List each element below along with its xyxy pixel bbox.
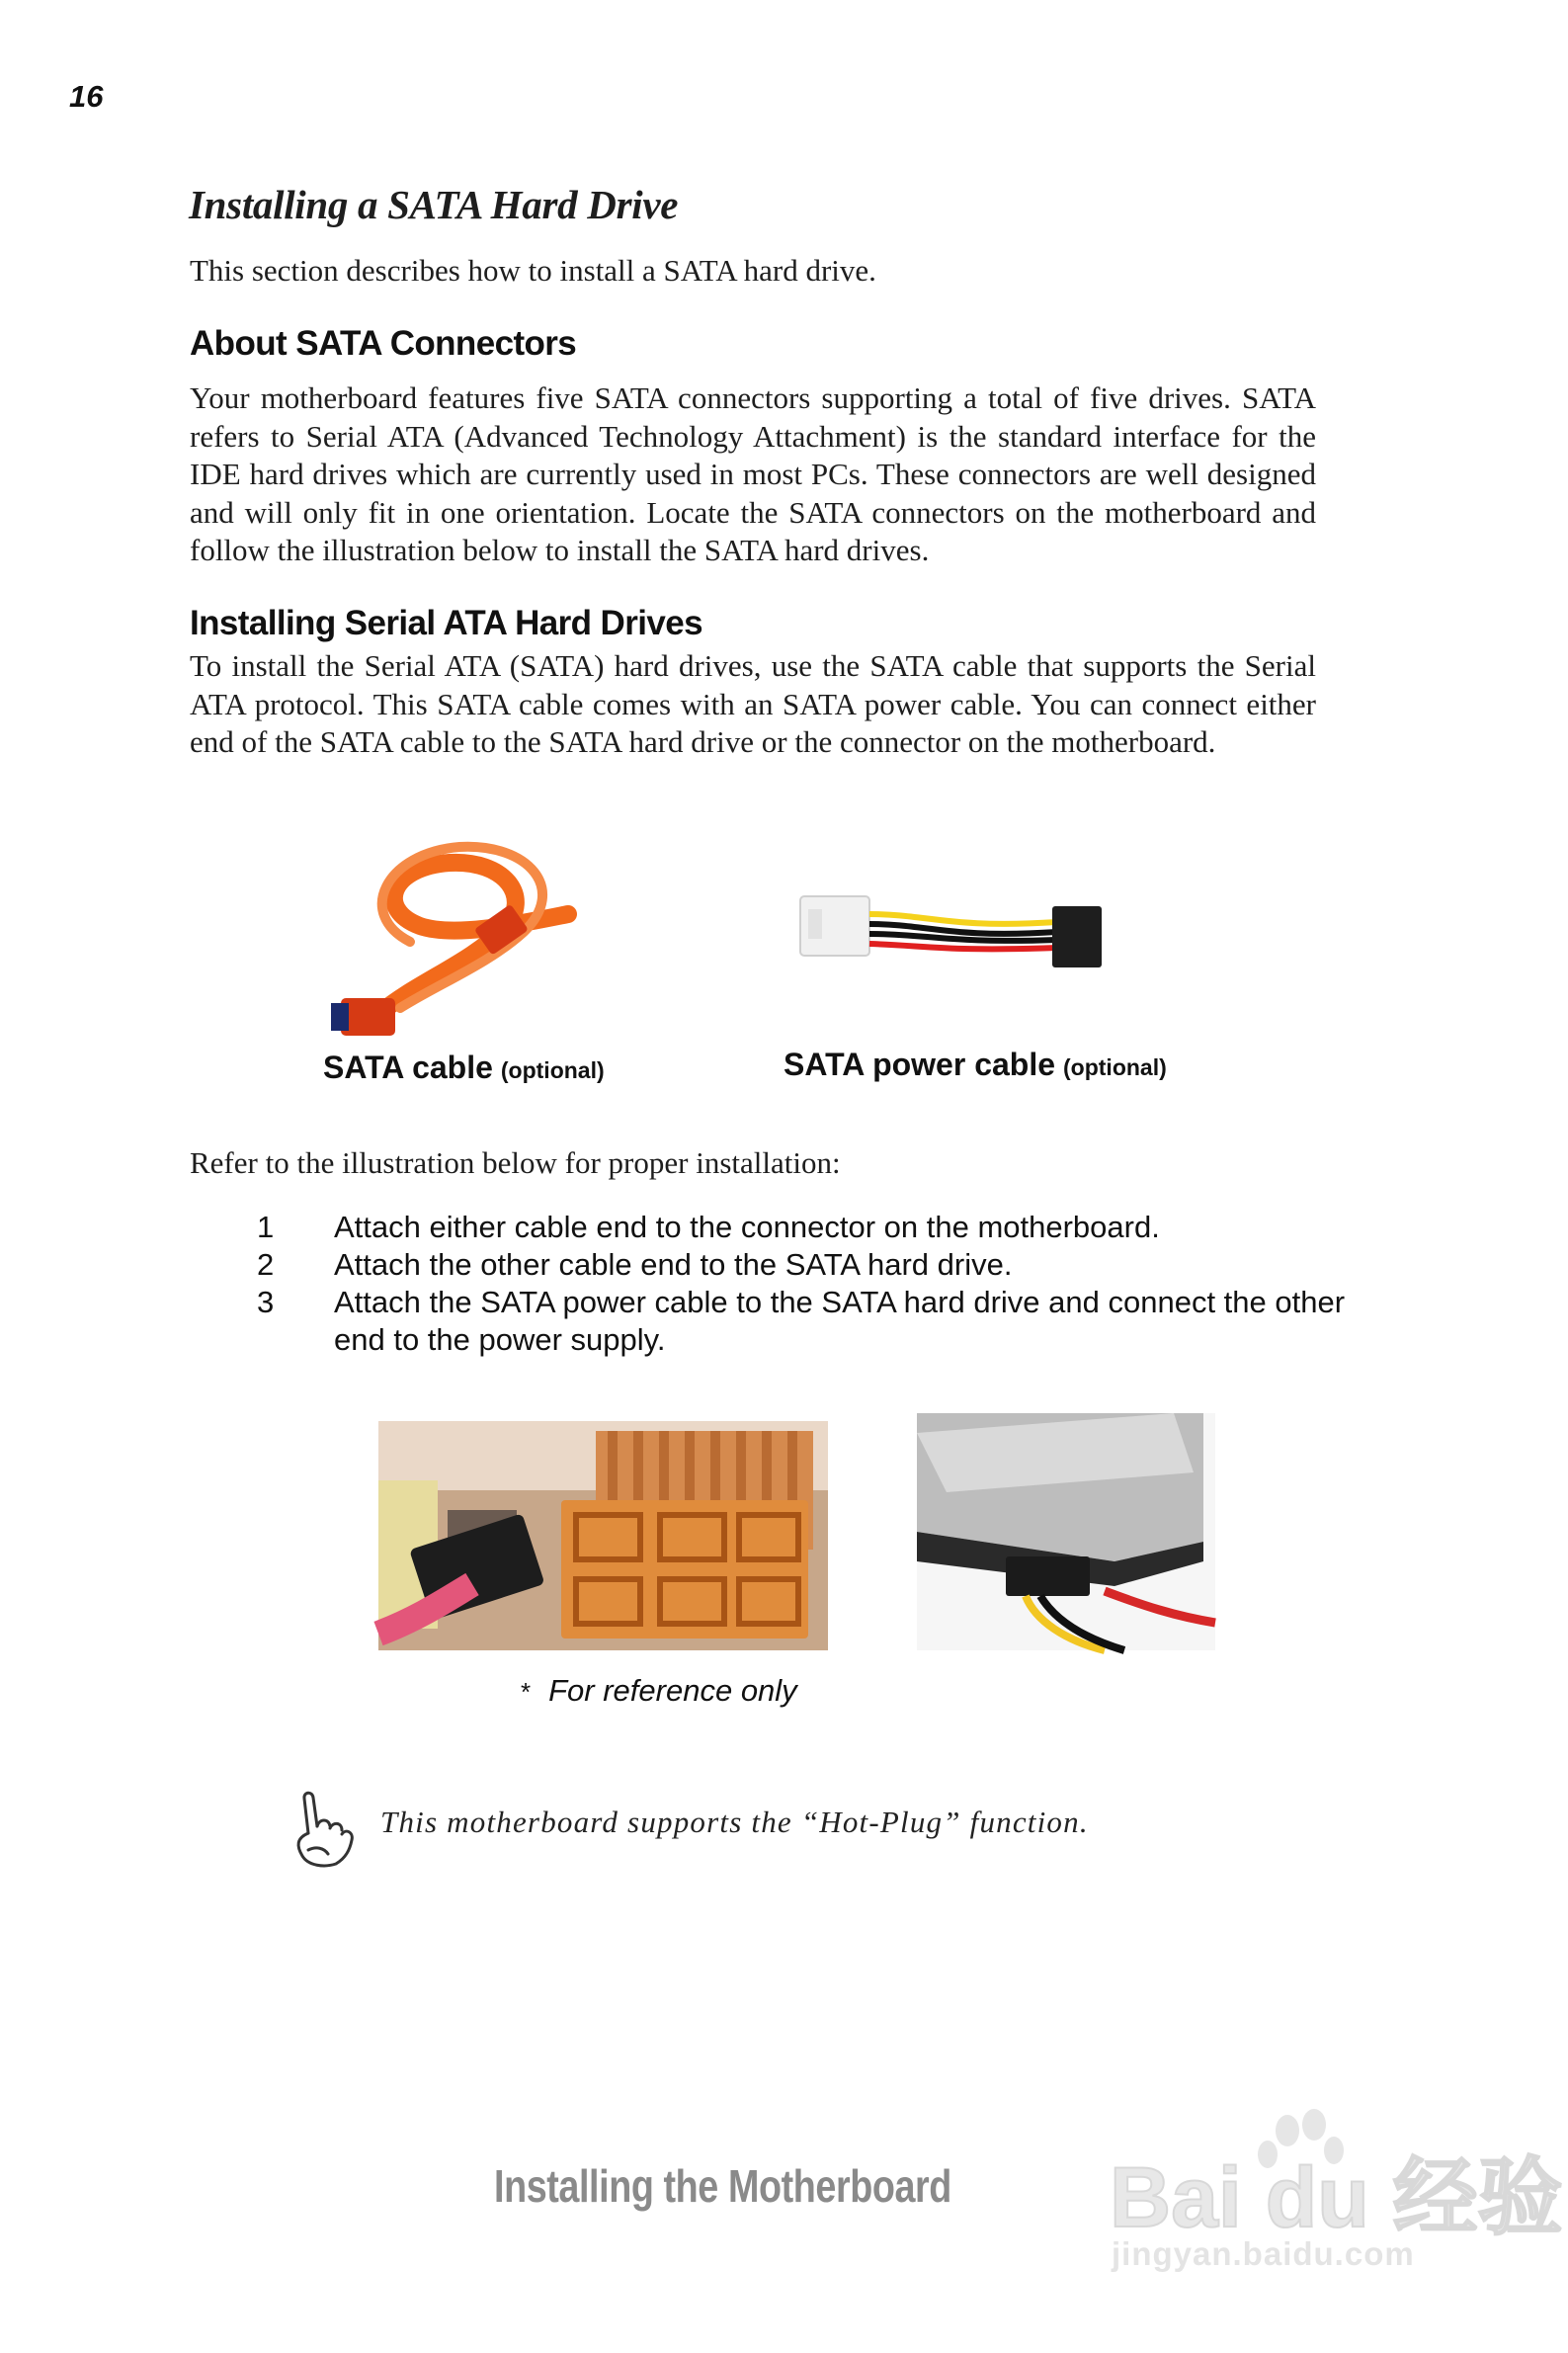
- step-text: Attach the SATA power cable to the SATA hard drive and connect the other end to the power supply.: [334, 1285, 1346, 1357]
- step-number: 2: [257, 1247, 275, 1282]
- sata-cable-caption-note: (optional): [500, 1057, 605, 1083]
- baidu-watermark-url: jingyan.baidu.com: [1112, 2235, 1415, 2272]
- reference-star: *: [521, 1677, 532, 1707]
- step-item: [257, 1246, 1386, 1284]
- install-steps-list: [257, 1209, 1386, 1359]
- about-paragraph: Your motherboard features five SATA connectors supporting a total of five drives. SATA refers to Serial ATA (Advanced Technology Attachment) is the standard interface for the IDE hard drives which are currently used in most PCs. These connectors are well designed and will only fit in one orientation. Locate the SATA connectors on the motherboard and follow the illustration below to install the SATA hard drives.: [190, 380, 1316, 568]
- sata-cable-caption-label: SATA cable: [323, 1050, 493, 1085]
- sata-power-cable-image: [800, 884, 1102, 983]
- pointing-hand-icon: [289, 1789, 360, 1870]
- motherboard-sata-photo: [378, 1421, 828, 1650]
- reference-note: [521, 1673, 797, 1709]
- about-heading: About SATA Connectors: [190, 324, 577, 363]
- installing-paragraph: To install the Serial ATA (SATA) hard drives, use the SATA cable that supports the Serial ATA protocol. This SATA cable comes with an SATA power cable. You can connect either end of the SATA cable to the SATA hard drive or the connector on the motherboard.: [190, 648, 1316, 760]
- power-cable-caption-note: (optional): [1063, 1054, 1167, 1080]
- step-text: Attach the other cable end to the SATA hard drive.: [334, 1247, 1013, 1282]
- hotplug-note: This motherboard supports the “Hot-Plug” function.: [380, 1805, 1089, 1839]
- section-title: Installing a SATA Hard Drive: [189, 182, 679, 227]
- footer-chapter-title: Installing the Motherboard: [494, 2160, 951, 2212]
- refer-text: Refer to the illustration below for proper installation:: [190, 1145, 841, 1180]
- step-item: [257, 1284, 1386, 1359]
- step-number: 1: [257, 1210, 275, 1244]
- reference-note-text: For reference only: [548, 1673, 797, 1708]
- hard-drive-photo: [917, 1413, 1215, 1650]
- intro-text: This section describes how to install a SATA hard drive.: [190, 253, 876, 288]
- sata-cable-image: [331, 835, 598, 1048]
- page-number: 16: [69, 79, 104, 114]
- baidu-watermark-logo-text: Bai du 经验: [1110, 2150, 1563, 2245]
- installing-heading: Installing Serial ATA Hard Drives: [190, 604, 702, 642]
- sata-cable-caption: [323, 1050, 605, 1086]
- power-cable-caption-label: SATA power cable: [784, 1047, 1056, 1082]
- power-cable-caption: [784, 1047, 1167, 1083]
- step-number: 3: [257, 1285, 275, 1319]
- step-text: Attach either cable end to the connector on the motherboard.: [334, 1210, 1160, 1244]
- step-item: [257, 1209, 1386, 1246]
